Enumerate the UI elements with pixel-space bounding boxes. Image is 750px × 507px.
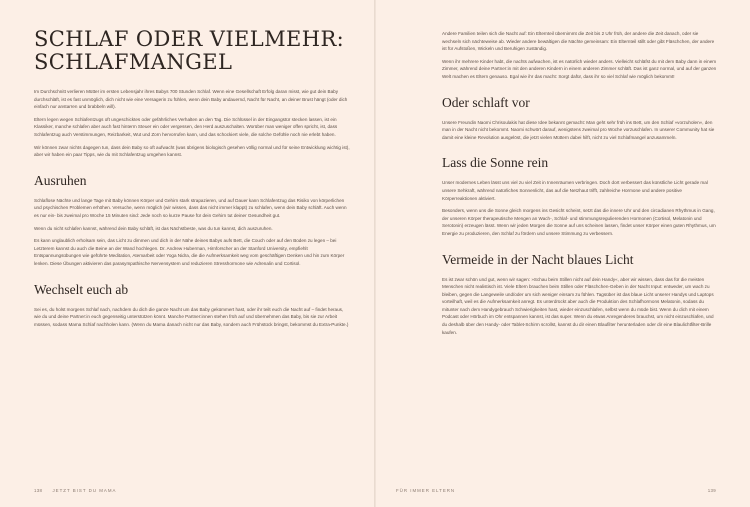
- right-running-header: FÜR IMMER ELTERN: [396, 488, 456, 493]
- body-paragraph: Es ist zwar schön und gut, wenn wir sagen: »Schau beim Stillen nicht auf dein Handy«, aber wir wissen, dass das für die meisten Menschen nicht realistisch ist. Viele Eltern brauchen beim Stillen oder Fläschchen-Geben in der Nacht Input: entweder, um wach zu bleiben, gegen die Langeweile und/oder um sich weniger einsam zu fühlen. Tagsüber ist das blaue Licht unserer Handys und Laptops vorteilhaft, weil es die Aufmerksamkeit anregt. Es unterdrückt aber auch die Produktion des Schlafhormons Melatonin, sodass du mitunter nach dem Handygebrauch Schwierigkeiten hast, wieder einzuschlafen, selbst wenn du müde bist. Wenn du dich mit einem Podcast oder Hörbuch im Ohr entspannen kannst, ist das super. Wenn du etwas Anregenderes brauchst, um nicht einzuschlafen, und du deshalb über den Handy- oder Tablet-Schirm scrollst, kannst du dir einen Blaufilter herunterladen oder dir eine Blaulichtfilter-Brille kaufen.: [442, 276, 714, 335]
- right-page: [376, 0, 750, 507]
- body-paragraph: Wenn du nicht schlafen kannst, während dein Baby schläft, ist das Nächstbeste, was du tun kannst, dich auszuruhen.: [34, 225, 273, 231]
- body-paragraph: Unser modernes Leben lässt uns viel zu viel Zeit in Innenräumen verbringen. Doch dort verbessert das künstliche Licht gerade mal unsere Sehkraft, während natürliches Sonnenlicht, das auf die Netzhaut trifft, zahlreiche Hormone und andere positive Körperreaktionen aktiviert.: [442, 180, 708, 201]
- body-paragraph: Es kann unglaublich erholsam sein, das Licht zu dimmen und dich in der Nähe deines Babys aufs Bett, die Couch oder auf den Boden zu legen – bei Letzterem kannst du auch die Beine an der Wand hochlegen. Dr. Andrew Huberman, Hirnforscher an der Stanford University, empfiehlt Entspannungsübungen wie geführte Meditation, Atemarbeit oder Yoga Nidra, die die Aufmerksamkeit weg vom geschäftigen Denken und hin zum Körper lenken. Diese Übungen aktivieren das parasympathische Nervensystem und reduzieren Stresshormone wie Adrenalin und Cortisol.: [34, 238, 345, 266]
- body-paragraph: Unsere Freundin Naomi Chrisoulakis hat diese Idee bekannt gemacht: Man geht sehr früh ins Bett, um den Schlaf »vorzuholen«, den man in der Nacht nicht bekommt. Naomi schwört darauf, wenigstens zweimal pro Woche vorzuschlafen. In unserer Community hat sie damit eine kleine Revolution ausgelöst, die jetzt vielen Müttern dabei hilft, nicht zu viel Schlafmangel anzusammeln.: [442, 119, 715, 140]
- left-page: [0, 0, 374, 507]
- body-paragraph: Andere Familien teilen sich die Nacht auf: Ein Elternteil übernimmt die Zeit bis 2 Uhr früh, der andere die Zeit danach, oder sie wechseln sich nächteweise ab. Wieder andere bewältigen die Nächte gemeinsam: Ein Elternteil stillt oder gibt Fläschchen, der andere ist für Aufstoßen, Wickeln und Beruhigen zuständig.: [442, 31, 715, 52]
- page-title: SCHLAF ODER VIELMEHR: SCHLAFMANGEL: [34, 27, 345, 74]
- section-heading-ausruhen: Ausruhen: [34, 172, 87, 188]
- intro-paragraph: Eltern legen wegen Schlafentzugs oft ungeschicktes oder gefährliches Verhalten an den Tag. Die Schlüssel in der Eingangstür stecken lassen, ist ein Klassiker, manche schlafen aber auch fast hinterm Steuer ein oder vergessen, den Herd auszuschalten. Worüber man weniger offen spricht, ist, dass Schlafentzug auch Verstimmungen, Reizbarkeit, Wut und Zorn hervorrufen kann, und das schockiert viele, die solche Gefühle noch nie erlebt haben.: [34, 116, 338, 137]
- left-footer: [34, 488, 116, 493]
- intro-paragraph: Wir können zwar nichts dagegen tun, dass dein Baby so oft aufwacht (was übrigens biologisch gesehen völlig normal und für seine Entwicklung wichtig ist), aber wir haben ein paar Tipps, wie du mit Schlafentzug umgehen kannst.: [34, 144, 350, 158]
- running-header: JETZT BIST DU MAMA: [52, 488, 117, 493]
- section-heading-vorschlafen: Oder schlaft vor: [442, 94, 530, 110]
- section-heading-blaues-licht: Vermeide in der Nacht blaues Licht: [442, 251, 634, 267]
- section-heading-wechselt: Wechselt euch ab: [34, 281, 129, 297]
- body-paragraph: Wenn ihr mehrere Kinder habt, die nachts aufwachen, ist es natürlich wieder anders. Vielleicht schläfst du mit dem Baby dann in einem Zimmer, während deine Partner:in mit den anderen Kindern in einem anderen Zimmer schläft. Das ist ganz normal, und auf der ganzen Welt machen es Eltern genauso. Egal wie ihr das macht: Sorgt dafür, dass ihr so viel Schlaf wie möglich bekommt!: [442, 58, 717, 79]
- page-number: 138: [34, 488, 43, 493]
- right-page-number: 139: [707, 488, 716, 493]
- section-heading-sonne: Lass die Sonne rein: [442, 155, 549, 171]
- body-paragraph: Besonders, wenn uns die Sonne gleich morgens ins Gesicht scheint, setzt das die innere Uhr und den circadianen Rhythmus in Gang, der unseren Körper therapeutische Mengen an Wach-, Schlaf- und stimmungsregulierenden Hormonen (Cortisol, Melatonin und Serotonin) erzeugen lässt. Wenn wir jeden Morgen die Sonne auf uns scheinen lassen, findet unser Körper einen guten Rhythmus, um Energie zu produzieren, den Schlaf zu fördern und unsere Stimmung zu verbessern.: [442, 208, 716, 236]
- body-paragraph: Sei es, du holst morgens Schlaf nach, nachdem du dich die ganze Nacht um das Baby gekümmert hast, oder ihr teilt euch die Nacht auf – findet heraus, wie du und deine Partner:in euch gegenseitig unterstützen könnt. Manche Partner:innen stehen früh auf und übernehmen das Baby, bis sie zur Arbeit müssen, sodass Mama Schlaf nachholen kann. (Wenn du Mama danach nicht nur das Baby, sondern auch Frühstück bringst, bekommst du Extra-Punkte.): [34, 306, 349, 327]
- body-paragraph: Schlaflose Nächte und lange Tage mit Baby können Körper und Gehirn stark strapazieren, und auf Dauer kann Schlafentzug das Risiko von körperlichen und psychischen Problemen erhöhen. Versuche, wenn möglich (wir wissen, dass das nicht immer klappt) zu schlafen, wenn dein Baby schläft. Auch wenn es nur ein- bis zweimal pro Woche 15 Minuten sind: Jede noch so kurze Pause für dein Gehirn tut deiner Gesundheit gut.: [34, 197, 347, 218]
- intro-paragraph: Im Durchschnitt verlieren Mütter im ersten Lebensjahr ihres Babys 700 Stunden Schlaf. Wenn eine Gesellschaft Erfolg daran misst, wie gut dein Baby durchschläft, ist es fast unmöglich, dich nicht wie eine Versagerin zu fühlen, wenn dein Baby andauernd, Nacht für Nacht, an deiner Brust hängt (oder dich einfach nur anstarren und brabbeln will).: [34, 89, 348, 110]
